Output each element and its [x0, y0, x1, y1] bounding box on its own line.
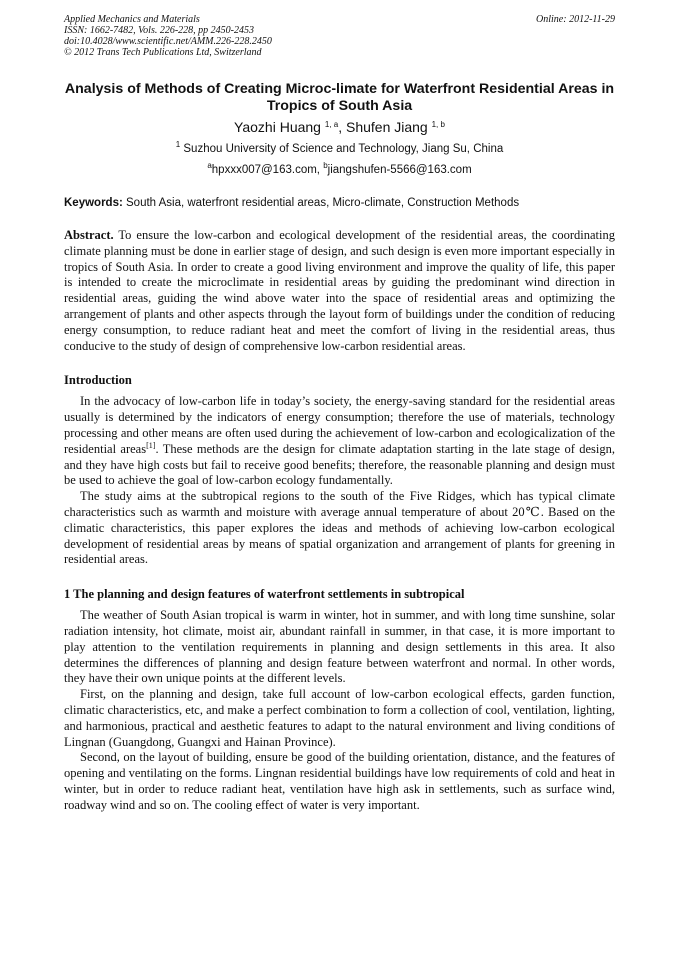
author-affil-mark: 1, a — [324, 120, 339, 129]
paragraph-text: In the advocacy of low-carbon life in today’s society, the energy-saving standard for the residential areas usually is determined by the indicators of energy consumption; therefore the use of materials, technology processing and other means are often used during the achievement of low-carbon and ecologicalization of the residential areas — [64, 394, 615, 456]
keywords — [64, 196, 615, 210]
affiliation-mark: 1 — [175, 140, 181, 149]
abstract — [64, 228, 615, 354]
paragraph: The weather of South Asian tropical is warm in winter, hot in summer, and with long time sunshine, solar radiation intensity, hot climate, moist air, abundant rainfall in summer, in that case, it is more important to play attention to the ventilation requirements in planning and design settlements in this area. It also determines the differences of planning and design feature between waterfront and normal. In other words, they have their own unique points at the different levels. — [64, 608, 615, 686]
doi: doi:10.4028/www.scientific.net/AMM.226-228.2450 — [64, 36, 272, 47]
keywords-label: Keywords: — [64, 197, 123, 209]
journal-info — [64, 14, 272, 58]
paper-title: Analysis of Methods of Creating Microc-limate for Waterfront Residential Areas in Tropics of South Asia — [64, 81, 615, 114]
section-heading: Introduction — [64, 373, 132, 388]
section-heading: 1 The planning and design features of waterfront settlements in subtropical — [64, 587, 465, 602]
affiliation-text: Suzhou University of Science and Technology, Jiang Su, China — [183, 143, 504, 155]
journal-name: Applied Mechanics and Materials — [64, 14, 200, 25]
email-separator: , — [316, 164, 324, 176]
email-link[interactable]: hpxxx007@163.com — [211, 164, 317, 176]
keywords-text: South Asia, waterfront residential areas, Micro-climate, Construction Methods — [126, 197, 520, 209]
paragraph: First, on the planning and design, take full account of low-carbon ecological effects, garden function, climatic characteristics, etc, and make a perfect combination to form a collection of cool, ventilation, lighting, and harmonious, practical and aesthetic features to adapt to the natural environment and living conditions of Lingnan (Guangdong, Guangxi and Hainan Province). — [64, 687, 615, 749]
paragraph: The study aims at the subtropical regions to the south of the Five Ridges, which has typical climate characteristics such as warmth and moisture with average annual temperature of about 20℃. Based on the climatic characteristics, this paper explores the ideas and methods of achieving low-carbon ecological development of residential areas by means of spatial organization and arrangement of plants for greening in residential areas. — [64, 489, 615, 567]
abstract-text: To ensure the low-carbon and ecological development of the residential areas, the coordinating climate planning must be done in earlier stage of design, and such design is even more important especially in tropics of South Asia. In order to create a good living environment and improve the quality of life, this paper is intended to create the microclimate in residential areas by guiding the predominant wind direction in residential areas, guiding the wind above water into the space of residential areas and optimizing the arrangement of plants and other aspects through the layout form of buildings under the condition of reducing energy consumption, to reduce radiant heat and meet the comfort of living in the residential areas, thus conducive to the study of design of comprehensive low-carbon residential areas. — [64, 228, 615, 353]
author-separator: , — [338, 119, 346, 135]
citation[interactable]: [1] — [146, 440, 156, 450]
paragraph — [64, 394, 615, 489]
author-name: Shufen Jiang — [345, 119, 428, 135]
email-link[interactable]: jiangshufen-5566@163.com — [327, 164, 472, 176]
abstract-label: Abstract. — [64, 228, 114, 242]
authors — [64, 119, 615, 136]
copyright: © 2012 Trans Tech Publications Ltd, Switzerland — [64, 47, 262, 58]
affiliation — [64, 142, 615, 156]
journal-header — [64, 14, 615, 58]
author-name: Yaozhi Huang — [234, 119, 321, 135]
paragraph: Second, on the layout of building, ensure be good of the building orientation, distance, and the features of opening and ventilating on the forms. Lingnan residential buildings have low requirements of cold and heat in winter, but in order to reduce radiant heat, ventilation have high ask in settlements, such as surface wind, roadway wind and so on. The cooling effect of water is very important. — [64, 750, 615, 812]
email-mark: a — [207, 161, 212, 170]
author-emails — [64, 163, 615, 177]
author-affil-mark: 1, b — [431, 120, 445, 129]
email-mark: b — [323, 161, 328, 170]
issn: ISSN: 1662-7482, Vols. 226-228, pp 2450-2453 — [64, 25, 254, 36]
paper-page — [64, 14, 615, 814]
paragraph-text: . These methods are the design for climate adaptation starting in the late stage of design, and they have high costs but fail to receive good benefits; therefore, the reasonable planning and design must be used to achieve the goal of low-carbon ecology fundamentally. — [64, 441, 615, 488]
online-date: Online: 2012-11-29 — [536, 14, 615, 25]
